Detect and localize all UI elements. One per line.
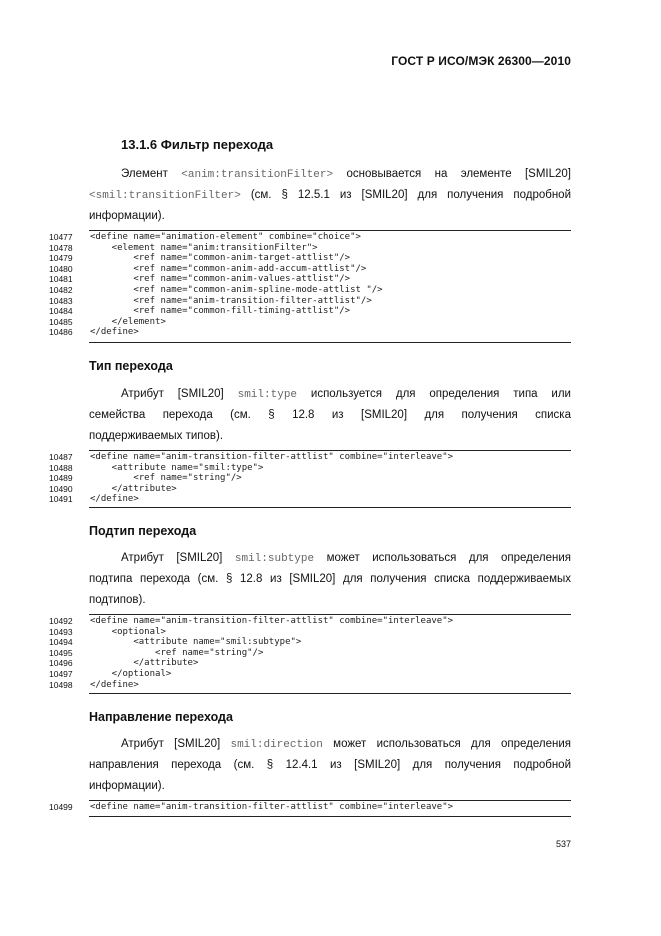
line-number: 10478	[49, 242, 73, 253]
code-block-3	[0, 616, 600, 690]
code-text: <ref name="string"/>	[90, 647, 264, 658]
direction-heading: Направление перехода	[89, 710, 233, 724]
code-line	[0, 285, 600, 296]
code-text: <ref name="common-anim-target-attlist"/>	[90, 253, 351, 264]
line-number: 10497	[49, 668, 73, 679]
code-line	[0, 637, 600, 648]
code-line	[0, 452, 600, 463]
code-block-1	[0, 232, 600, 338]
type-line: поддерживаемых типов).	[89, 430, 224, 442]
code-line	[0, 669, 600, 680]
code-text: <optional>	[90, 626, 166, 637]
code-text: </define>	[90, 494, 139, 505]
attribute-code: smil:subtype	[234, 553, 315, 565]
code-text: <element name="anim:transitionFilter">	[90, 242, 318, 253]
line-number: 10481	[49, 274, 73, 285]
subtype-line: Атрибут [SMIL20] smil:subtype может использоваться для определения	[121, 552, 571, 565]
code-line	[0, 802, 600, 813]
code-line	[0, 243, 600, 254]
type-paragraph	[89, 384, 571, 447]
line-number: 10477	[49, 232, 73, 242]
intro-paragraph	[89, 164, 571, 227]
type-line: семейства перехода (см. § 12.8 из [SMIL20] для получения списка	[89, 409, 571, 421]
code-line	[0, 494, 600, 505]
code-line	[0, 306, 600, 317]
code-line	[0, 232, 600, 243]
code-text: <ref name="common-fill-timing-attlist"/>	[90, 306, 351, 317]
line-number: 10482	[49, 284, 73, 295]
code-text: <define name="anim-transition-filter-attlist" combine="interleave">	[90, 616, 454, 626]
element-name-code: <smil:transitionFilter>	[89, 190, 241, 202]
type-heading: Тип перехода	[89, 359, 173, 373]
line-number: 10491	[49, 494, 73, 505]
code-line	[0, 473, 600, 484]
subtype-line: подтипов).	[89, 594, 146, 606]
line-number: 10480	[49, 263, 73, 274]
line-number: 10484	[49, 306, 73, 317]
code-text: <define name="anim-transition-filter-attlist" combine="interleave">	[90, 802, 454, 812]
direction-paragraph	[89, 734, 571, 797]
code-line	[0, 658, 600, 669]
code-text: </attribute>	[90, 483, 177, 494]
line-number: 10499	[49, 802, 73, 812]
type-line: Атрибут [SMIL20] smil:type используется для определения типа или	[121, 388, 571, 401]
code-rule-top	[89, 614, 571, 615]
intro-line: <smil:transitionFilter> (см. § 12.5.1 из [SMIL20] для получения подробной	[89, 189, 571, 202]
line-number: 10492	[49, 616, 73, 626]
line-number: 10486	[49, 327, 73, 338]
code-line	[0, 484, 600, 495]
intro-line: Элемент <anim:transitionFilter> основывается на элементе [SMIL20]	[121, 168, 572, 181]
code-text: </define>	[90, 679, 139, 690]
direction-line: информации).	[89, 780, 165, 792]
code-rule-top	[89, 450, 571, 451]
page-header: ГОСТ Р ИСО/МЭК 26300—2010	[391, 54, 571, 68]
code-line	[0, 648, 600, 659]
code-line	[0, 327, 600, 338]
code-text: <define name="animation-element" combine="choice">	[90, 232, 361, 242]
code-line	[0, 680, 600, 691]
line-number: 10493	[49, 626, 73, 637]
code-rule-bottom	[89, 507, 571, 508]
code-text: </element>	[90, 316, 166, 327]
line-number: 10483	[49, 295, 73, 306]
code-text: <ref name="string"/>	[90, 473, 242, 484]
code-rule-bottom	[89, 693, 571, 694]
subtype-paragraph	[89, 548, 571, 611]
code-rule-bottom	[89, 816, 571, 817]
direction-line: направления перехода (см. § 12.4.1 из [SMIL20] для получения подробной	[89, 759, 571, 771]
page-number: 537	[556, 839, 572, 849]
attribute-code: smil:type	[237, 389, 298, 401]
subtype-line: подтипа перехода (см. § 12.8 из [SMIL20] для получения списка поддерживаемых	[89, 573, 571, 585]
code-text: </optional>	[90, 668, 172, 679]
line-number: 10489	[49, 473, 73, 484]
code-text: <attribute name="smil:subtype">	[90, 637, 302, 648]
line-number: 10495	[49, 647, 73, 658]
code-text: </attribute>	[90, 658, 199, 669]
code-text: <ref name="common-anim-spline-mode-attlist "/>	[90, 284, 383, 295]
code-text: </define>	[90, 327, 139, 338]
code-rule-bottom	[89, 342, 571, 343]
line-number: 10487	[49, 452, 73, 462]
code-text: <ref name="common-anim-values-attlist"/>	[90, 274, 351, 285]
line-number: 10490	[49, 483, 73, 494]
code-text: <ref name="anim-transition-filter-attlist"/>	[90, 295, 372, 306]
code-block-4	[0, 802, 600, 813]
code-rule-top	[89, 800, 571, 801]
code-line	[0, 463, 600, 474]
line-number: 10485	[49, 316, 73, 327]
code-line	[0, 253, 600, 264]
line-number: 10498	[49, 679, 73, 690]
code-text: <attribute name="smil:type">	[90, 462, 264, 473]
code-text: <define name="anim-transition-filter-attlist" combine="interleave">	[90, 452, 454, 462]
code-rule-top	[89, 230, 571, 231]
code-line	[0, 616, 600, 627]
attribute-code: smil:direction	[230, 739, 323, 751]
code-line	[0, 296, 600, 307]
code-line	[0, 264, 600, 275]
direction-line: Атрибут [SMIL20] smil:direction может использоваться для определения	[121, 738, 571, 751]
code-block-2	[0, 452, 600, 505]
line-number: 10488	[49, 462, 73, 473]
code-line	[0, 317, 600, 328]
element-name-code: <anim:transitionFilter>	[181, 169, 334, 181]
line-number: 10494	[49, 637, 73, 648]
line-number: 10496	[49, 658, 73, 669]
intro-line: информации).	[89, 210, 165, 222]
code-line	[0, 627, 600, 638]
code-line	[0, 274, 600, 285]
subtype-heading: Подтип перехода	[89, 524, 197, 538]
line-number: 10479	[49, 253, 73, 264]
code-text: <ref name="common-anim-add-accum-attlist"/>	[90, 263, 367, 274]
section-title: 13.1.6 Фильтр перехода	[121, 137, 274, 152]
